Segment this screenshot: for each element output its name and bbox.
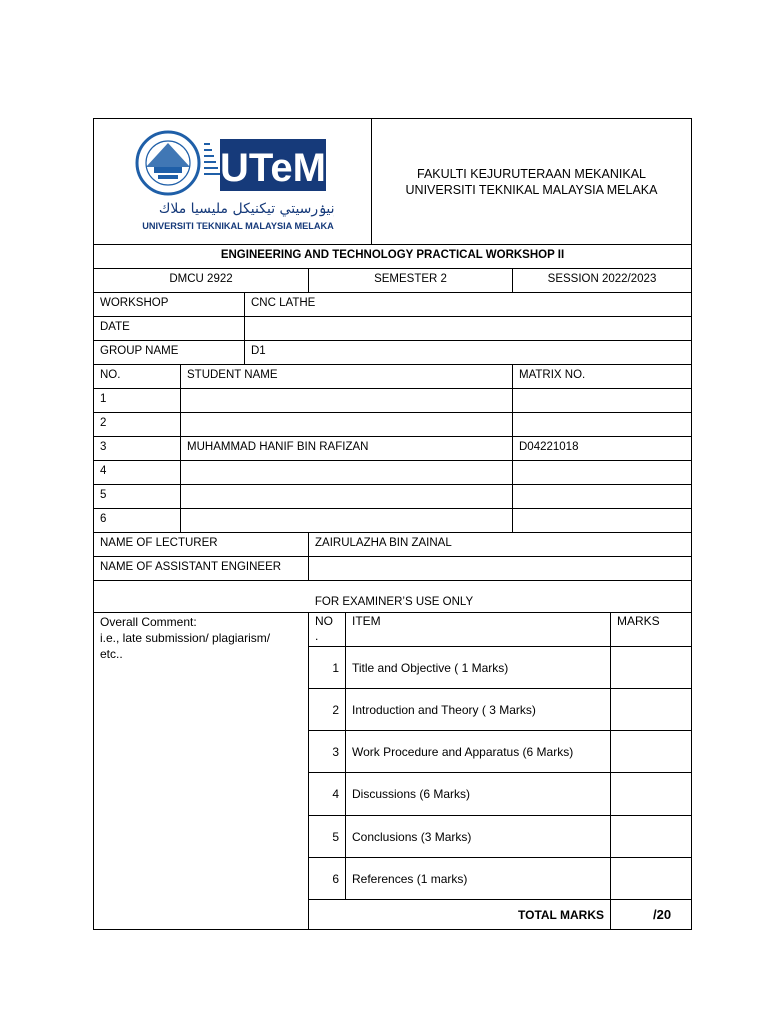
lecturer-label: NAME OF LECTURER [100, 537, 218, 549]
overall-comment-hint-2: etc.. [100, 647, 123, 661]
group-value[interactable]: D1 [244, 341, 691, 364]
marks-row [309, 688, 691, 730]
student-matrix[interactable] [512, 509, 691, 532]
session: SESSION 2022/2023 [512, 269, 691, 292]
student-name[interactable]: MUHAMMAD HANIF BIN RAFIZAN [180, 437, 512, 460]
col-item-header: ITEM [345, 613, 610, 646]
student-matrix[interactable] [512, 389, 691, 412]
total-marks-row [309, 899, 691, 929]
overall-comment-title: Overall Comment: [100, 615, 197, 629]
student-no: 3 [100, 441, 107, 453]
date-row [93, 316, 692, 340]
item-marks[interactable] [610, 816, 691, 857]
item-description: Conclusions (3 Marks) [345, 816, 610, 857]
jawi-script: اونيۏرسيتي تيكنيكل مليسيا ملاك [158, 201, 334, 217]
col-student-name-header: STUDENT NAME [180, 365, 512, 388]
item-description: Introduction and Theory ( 3 Marks) [345, 689, 610, 730]
examiner-title-row [93, 580, 692, 612]
item-description: Discussions (6 Marks) [345, 773, 610, 815]
overall-comment-hint-1: i.e., late submission/ plagiarism/ [100, 631, 271, 645]
item-no: 2 [332, 702, 339, 717]
group-label: GROUP NAME [100, 345, 179, 357]
student-matrix[interactable] [512, 485, 691, 508]
col-no-header-line-2: . [315, 629, 319, 643]
student-name[interactable] [180, 509, 512, 532]
faculty-block [371, 119, 691, 244]
student-no: 5 [100, 489, 107, 501]
item-description: Work Procedure and Apparatus (6 Marks) [345, 731, 610, 772]
col-no-header: NO. [100, 369, 121, 381]
total-marks-label: TOTAL MARKS [518, 907, 604, 922]
student-name[interactable] [180, 413, 512, 436]
brand-wordmark: UTeM [220, 146, 326, 190]
col-no-header [309, 614, 345, 644]
logo-caption: UNIVERSITI TEKNIKAL MALAYSIA MELAKA [142, 221, 334, 231]
marks-row [309, 772, 691, 815]
semester: SEMESTER 2 [308, 269, 512, 292]
faculty-name: FAKULTI KEJURUTERAAN MEKANIKAL [417, 166, 646, 181]
course-title-row [93, 244, 692, 268]
item-no: 5 [332, 829, 339, 844]
examiner-section [93, 612, 692, 930]
course-title: ENGINEERING AND TECHNOLOGY PRACTICAL WORKSHOP II [220, 249, 565, 261]
course-meta-row [93, 268, 692, 292]
date-label: DATE [100, 321, 130, 333]
marks-row [309, 730, 691, 772]
col-matrix-header: MATRIX NO. [512, 365, 691, 388]
student-no: 1 [100, 393, 107, 405]
item-marks[interactable] [610, 773, 691, 815]
student-row [93, 436, 692, 460]
item-marks[interactable] [610, 689, 691, 730]
student-matrix[interactable] [512, 413, 691, 436]
marks-row [309, 815, 691, 857]
assessment-form [93, 118, 692, 930]
examiner-title: FOR EXAMINER’S USE ONLY [314, 596, 474, 608]
marks-row [309, 646, 691, 688]
total-marks-value[interactable]: /20 [610, 900, 691, 929]
course-code: DMCU 2922 [169, 273, 233, 285]
date-value[interactable] [244, 317, 691, 340]
item-no: 1 [332, 660, 339, 675]
university-name: UNIVERSITI TEKNIKAL MALAYSIA MELAKA [405, 182, 658, 197]
student-row [93, 508, 692, 532]
student-row [93, 484, 692, 508]
student-matrix[interactable] [512, 461, 691, 484]
overall-comment[interactable] [94, 613, 308, 929]
workshop-value[interactable]: CNC LATHE [244, 293, 691, 316]
group-row [93, 340, 692, 364]
item-no: 6 [332, 871, 339, 886]
student-no: 6 [100, 513, 107, 525]
utem-logo-graphic [134, 123, 334, 235]
marks-row [309, 857, 691, 899]
item-marks[interactable] [610, 731, 691, 772]
student-row [93, 412, 692, 436]
lecturer-row [93, 532, 692, 556]
assistant-engineer-label: NAME OF ASSISTANT ENGINEER [100, 561, 282, 573]
marks-table [308, 613, 691, 929]
student-no: 4 [100, 465, 107, 477]
students-header-row [93, 364, 692, 388]
workshop-row [93, 292, 692, 316]
form-header [93, 118, 692, 244]
workshop-label: WORKSHOP [100, 297, 169, 309]
student-row [93, 460, 692, 484]
student-name[interactable] [180, 461, 512, 484]
item-no: 4 [332, 787, 339, 801]
assistant-engineer-value[interactable] [308, 557, 691, 580]
utem-logo [134, 123, 334, 235]
student-matrix[interactable]: D04221018 [512, 437, 691, 460]
item-marks[interactable] [610, 858, 691, 899]
student-name[interactable] [180, 389, 512, 412]
assistant-engineer-row [93, 556, 692, 580]
col-no-header-line-1: NO [315, 614, 333, 628]
marks-table-header [309, 613, 691, 646]
student-no: 2 [100, 417, 107, 429]
item-description: References (1 marks) [345, 858, 610, 899]
item-no: 3 [332, 744, 339, 759]
item-description: Title and Objective ( 1 Marks) [345, 647, 610, 688]
student-name[interactable] [180, 485, 512, 508]
col-marks-header: MARKS [610, 613, 691, 646]
item-marks[interactable] [610, 647, 691, 688]
lecturer-value[interactable]: ZAIRULAZHA BIN ZAINAL [308, 533, 691, 556]
student-row [93, 388, 692, 412]
